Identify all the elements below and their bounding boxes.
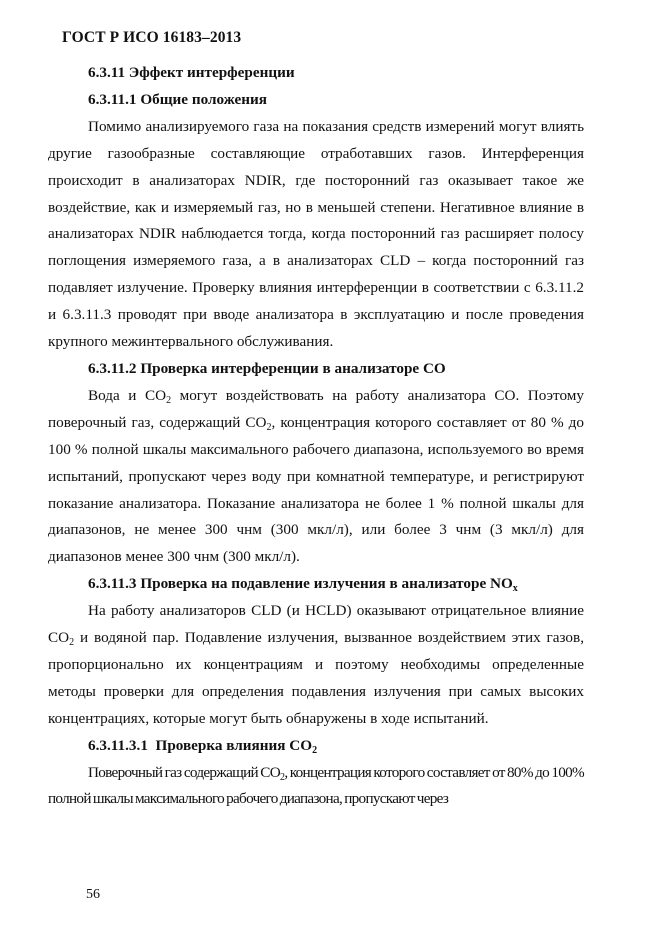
subscript: 2 xyxy=(166,394,172,406)
section-heading-6-3-11-3-1 xyxy=(48,733,584,760)
paragraph-co2-check xyxy=(48,760,584,814)
subscript: 2 xyxy=(280,771,285,783)
section-heading-6-3-11: 6.3.11 Эффект интерференции xyxy=(88,64,295,81)
paragraph-general-provisions: Помимо анализируемого газа на показания средств измерений могут влиять другие газообразные составляющие отработавших газов. Интерференция происходит в анализаторах NDIR, где посторонний газ оказывает такое же воздействие, как и измеряемый газ, но в меньшей степени. Негативное влияние в анализаторах NDIR наблюдается тогда, когда посторонний газ расширяет полосу поглощения измеряемого газа, а в анализаторах CLD – когда посторонний газ подавляет излучение. Проверку влияния интерференции в соответствии с 6.3.11.2 и 6.3.11.3 проводят при вводе анализатора в эксплуатацию и после проведения крупного межинтервального обслуживания. xyxy=(48,117,584,351)
subscript: x xyxy=(512,583,518,595)
section-heading-6-3-11-2: 6.3.11.2 Проверка интерференции в анализаторе CO xyxy=(88,359,446,377)
text-run: 6.3.11.3 Проверка на подавление излучения в анализаторе NO xyxy=(88,575,513,593)
section-heading-6-3-11-1: 6.3.11.1 Общие положения xyxy=(88,90,267,108)
paragraph-co-interference xyxy=(48,383,584,571)
subscript: 2 xyxy=(312,744,318,756)
paragraph-quench xyxy=(48,598,584,733)
text-run: На работу анализаторов CLD (и HCLD) оказывают отрицательное влияние CO xyxy=(48,602,584,647)
text-run: Вода и CO xyxy=(88,386,167,404)
text-run: , концентрация которого составляет от 80% до 100% полной шкалы максимального рабочего диапазона, пропускают через xyxy=(48,763,585,808)
subscript: 2 xyxy=(266,421,272,433)
text-run: могут воздействовать на работу анализатора CO. Поэтому поверочный газ, содержащий CO xyxy=(48,386,584,431)
page-number: 56 xyxy=(86,887,100,902)
text-run: Поверочный газ содержащий CO xyxy=(88,763,280,781)
document-body xyxy=(48,60,584,813)
text-run: 6.3.11.3.1 Проверка влияния CO xyxy=(88,736,313,754)
subscript: 2 xyxy=(69,637,75,649)
text-run: и водяной пар. Подавление излучения, вызванное воздействием этих газов, пропорционально их концентрациям и поэтому необходимы определенные методы проверки для определения подавления излучения при самых высоких концентрациях, которые могут быть обнаружены в ходе испытаний. xyxy=(48,629,584,727)
standard-header: ГОСТ Р ИСО 16183–2013 xyxy=(62,29,242,46)
text-run: , концентрация которого составляет от 80 % до 100 % полной шкалы максимального рабочего диапазона, используемого во время испытаний, пропускают через воду при комнатной температуре, и регистрируют показание анализатора. Показание анализатора не более 1 % полной шкалы для диапазонов, не менее 300 чнм (300 мкл/л), или более 3 чнм (3 мкл/л) для диапазонов менее 300 чнм (300 мкл/л). xyxy=(48,413,584,566)
section-heading-6-3-11-3 xyxy=(48,571,584,598)
